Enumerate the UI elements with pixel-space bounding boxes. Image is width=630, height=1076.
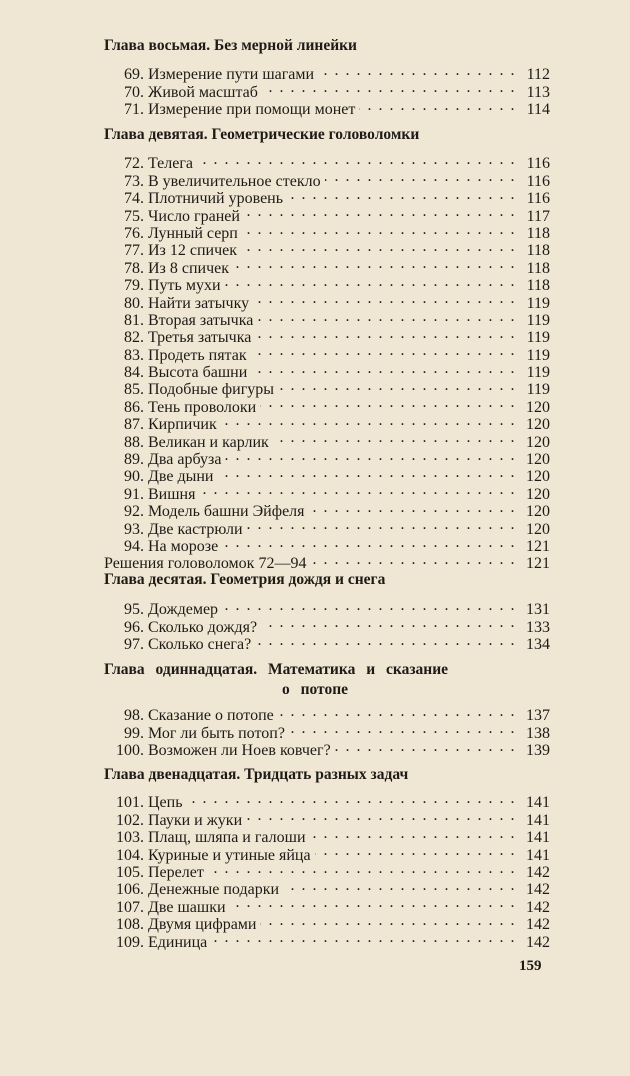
dot-leader	[218, 464, 517, 481]
entry-number: 100.	[116, 742, 144, 760]
entry-page: 142	[526, 933, 550, 951]
entry-page: 141	[526, 811, 550, 829]
entry-number: 76.	[124, 224, 144, 242]
entry-page: 120	[526, 416, 550, 434]
entry-number: 87.	[124, 416, 144, 434]
entry-page: 142	[526, 863, 550, 881]
dot-leader	[225, 273, 516, 290]
entry-page: 133	[526, 618, 550, 636]
dot-leader	[257, 308, 516, 325]
entry-number: 104.	[116, 846, 144, 864]
entry-number: 101.	[116, 794, 144, 812]
entry-number: 74.	[124, 190, 144, 208]
dot-leader	[278, 703, 516, 720]
entry-number: 107.	[116, 898, 144, 916]
entry-number: 80.	[124, 294, 144, 312]
toc-list	[100, 790, 550, 951]
entry-title: Плащ, шляпа и галоши	[148, 829, 306, 847]
entry-title: Возможен ли Ноев ковчег?	[148, 742, 331, 760]
dot-leader	[247, 516, 517, 533]
entry-number: 95.	[124, 601, 144, 619]
dot-leader	[315, 842, 516, 859]
entry-title: Двумя цифрами	[148, 916, 257, 934]
dot-leader	[233, 255, 516, 272]
entry-title: Путь мухи	[148, 277, 221, 295]
entry-title: Высота башни	[148, 364, 248, 382]
page-number: 159	[519, 958, 542, 974]
entry-title: Из 12 спичек	[148, 242, 238, 260]
entry-page: 121	[526, 555, 550, 573]
dot-leader	[244, 203, 516, 220]
entry-page: 120	[526, 433, 550, 451]
dot-leader	[255, 632, 516, 649]
chapter-heading: Глава девятая. Геометрические головоломки	[104, 126, 420, 143]
toc-entry	[100, 62, 550, 84]
entry-number: 75.	[124, 207, 144, 225]
entry-number: 70.	[124, 83, 144, 101]
toc-list	[100, 597, 550, 654]
entry-title: Модель башни Эйфеля	[148, 503, 305, 521]
dot-leader	[251, 342, 516, 359]
entry-page: 142	[526, 881, 550, 899]
entry-page: 142	[526, 916, 550, 934]
entry-number: 77.	[124, 242, 144, 260]
entry-page: 114	[526, 101, 550, 119]
toc-list	[100, 703, 550, 760]
entry-title: Куриные и утиные яйца	[148, 846, 311, 864]
entry-number: 93.	[124, 520, 144, 538]
entry-page: 120	[526, 485, 550, 503]
entry-page: 131	[526, 601, 550, 619]
dot-leader	[289, 720, 516, 737]
dot-leader	[187, 790, 516, 807]
dot-leader	[260, 394, 516, 411]
entry-number: 72.	[124, 155, 144, 173]
dot-leader	[241, 238, 516, 255]
chapter-heading: Глава восьмая. Без мерной линейки	[104, 37, 357, 54]
dot-leader	[262, 79, 516, 96]
entry-title: Две шашки	[148, 898, 226, 916]
entry-title: Вторая затычка	[148, 311, 254, 329]
dot-leader	[287, 186, 516, 203]
chapter-heading-line2: о потопе	[281, 681, 349, 698]
entry-page: 112	[526, 66, 550, 84]
entry-page: 116	[526, 172, 550, 190]
entry-page: 113	[526, 83, 550, 101]
entry-number: 103.	[116, 829, 144, 847]
entry-title: Вишня	[148, 485, 196, 503]
dot-leader	[261, 614, 516, 631]
entry-page: 134	[526, 636, 550, 654]
dot-leader	[211, 929, 516, 946]
entry-page: 116	[526, 155, 550, 173]
toc-list	[100, 62, 550, 119]
dot-leader	[310, 551, 516, 568]
entry-page: 142	[526, 898, 550, 916]
entry-title: Единица	[148, 933, 208, 951]
dot-leader	[359, 97, 516, 114]
entry-number: 88.	[124, 433, 144, 451]
entry-title: Две кастрюли	[148, 520, 243, 538]
entry-title: Дождемер	[148, 601, 219, 619]
dot-leader	[278, 377, 516, 394]
entry-title: Тень проволоки	[148, 398, 257, 416]
entry-page: 137	[526, 707, 550, 725]
chapter-heading: Глава десятая. Геометрия дождя и снега	[104, 571, 386, 588]
dot-leader	[309, 499, 516, 516]
entry-title: Измерение пути шагами	[148, 66, 315, 84]
entry-page: 141	[526, 846, 550, 864]
entry-page: 139	[526, 742, 550, 760]
entry-number: 85.	[124, 381, 144, 399]
toc-list	[100, 151, 550, 573]
dot-leader	[230, 894, 516, 911]
entry-title: Цепь	[148, 794, 183, 812]
entry-page: 119	[526, 346, 550, 364]
entry-page: 119	[526, 294, 550, 312]
entry-number: 83.	[124, 346, 144, 364]
entry-number: 69.	[124, 66, 144, 84]
entry-page: 120	[526, 451, 550, 469]
entry-title: Плотничий уровень	[148, 190, 284, 208]
entry-page: 119	[526, 381, 550, 399]
dot-leader	[255, 325, 516, 342]
entry-page: 141	[526, 829, 550, 847]
chapter-heading-line1: Глава одиннадцатая. Математика и сказание	[104, 661, 449, 678]
entry-number: 82.	[124, 329, 144, 347]
entry-number: 106.	[116, 881, 144, 899]
entry-title: Из 8 спичек	[148, 259, 230, 277]
entry-number: 109.	[116, 933, 144, 951]
entry-title: Подобные фигуры	[148, 381, 275, 399]
dot-leader	[222, 534, 516, 551]
entry-number: 71.	[124, 101, 144, 119]
entry-title: Сколько снега?	[148, 636, 252, 654]
entry-title: Денежные подарки	[148, 881, 280, 899]
entry-number: 99.	[124, 724, 144, 742]
entry-title: Перелет	[148, 863, 204, 881]
dot-leader	[197, 151, 516, 168]
entry-number: 78.	[124, 259, 144, 277]
toc-entry	[100, 703, 550, 725]
dot-leader	[251, 360, 516, 377]
dot-leader	[310, 825, 516, 842]
entry-title: Третья затычка	[148, 329, 252, 347]
entry-page: 120	[526, 468, 550, 486]
dot-leader	[242, 221, 516, 238]
dot-leader	[335, 738, 516, 755]
entry-title: Продеть пятак	[148, 346, 247, 364]
entry-title: В увеличительное стекло	[148, 172, 321, 190]
entry-page: 117	[526, 207, 550, 225]
entry-title: На морозе	[148, 537, 219, 555]
entry-number: 73.	[124, 172, 144, 190]
entry-number: 92.	[124, 503, 144, 521]
entry-title: Сказание о потопе	[148, 707, 274, 725]
entry-number: 89.	[124, 451, 144, 469]
entry-number: 79.	[124, 277, 144, 295]
entry-number: 86.	[124, 398, 144, 416]
entry-title: Измерение при помощи монет	[148, 101, 356, 119]
entry-title: Лунный серп	[148, 224, 238, 242]
entry-page: 118	[526, 277, 550, 295]
entry-page: 141	[526, 794, 550, 812]
entry-number: 108.	[116, 916, 144, 934]
entry-page: 116	[526, 190, 550, 208]
dot-leader	[225, 447, 516, 464]
entry-page: 118	[526, 259, 550, 277]
entry-title: Решения головоломок 72—94	[104, 555, 307, 573]
entry-page: 120	[526, 503, 550, 521]
entry-title: Найти затычку	[148, 294, 250, 312]
dot-leader	[208, 860, 516, 877]
dot-leader	[246, 807, 516, 824]
toc-entry	[100, 790, 550, 812]
entry-page: 121	[526, 537, 550, 555]
entry-number: 105.	[116, 863, 144, 881]
entry-page: 119	[526, 311, 550, 329]
dot-leader	[222, 597, 516, 614]
entry-title: Две дыни	[148, 468, 214, 486]
entry-number: 94.	[124, 537, 144, 555]
entry-page: 138	[526, 724, 550, 742]
chapter-heading: Глава двенадцатая. Тридцать разных задач	[104, 766, 409, 783]
entry-title: Мог ли быть потоп?	[148, 724, 285, 742]
entry-page: 118	[526, 224, 550, 242]
entry-page: 120	[526, 520, 550, 538]
entry-number: 98.	[124, 707, 144, 725]
entry-title: Пауки и жуки	[148, 811, 243, 829]
toc-entry	[100, 151, 550, 173]
entry-page: 119	[526, 364, 550, 382]
dot-leader	[199, 481, 516, 498]
entry-page: 118	[526, 242, 550, 260]
dot-leader	[260, 912, 516, 929]
dot-leader	[325, 168, 516, 185]
entry-number: 84.	[124, 364, 144, 382]
entry-title: Телега	[148, 155, 194, 173]
dot-leader	[253, 290, 516, 307]
entry-title: Живой масштаб	[148, 83, 258, 101]
dot-leader	[273, 429, 516, 446]
entry-title: Кирпичик	[148, 416, 217, 434]
toc-entry	[100, 597, 550, 619]
entry-number: 102.	[116, 811, 144, 829]
entry-number: 90.	[124, 468, 144, 486]
entry-number: 91.	[124, 485, 144, 503]
entry-page: 119	[526, 329, 550, 347]
chapter-heading	[104, 660, 526, 700]
dot-leader	[283, 877, 516, 894]
dot-leader	[221, 412, 516, 429]
entry-number: 96.	[124, 618, 144, 636]
entry-page: 120	[526, 398, 550, 416]
entry-number: 97.	[124, 636, 144, 654]
entry-title: Великан и карлик	[148, 433, 269, 451]
entry-number: 81.	[124, 311, 144, 329]
entry-title: Сколько дождя?	[148, 618, 258, 636]
dot-leader	[318, 62, 516, 79]
entry-title: Два арбуза	[148, 451, 222, 469]
entry-title: Число граней	[148, 207, 240, 225]
